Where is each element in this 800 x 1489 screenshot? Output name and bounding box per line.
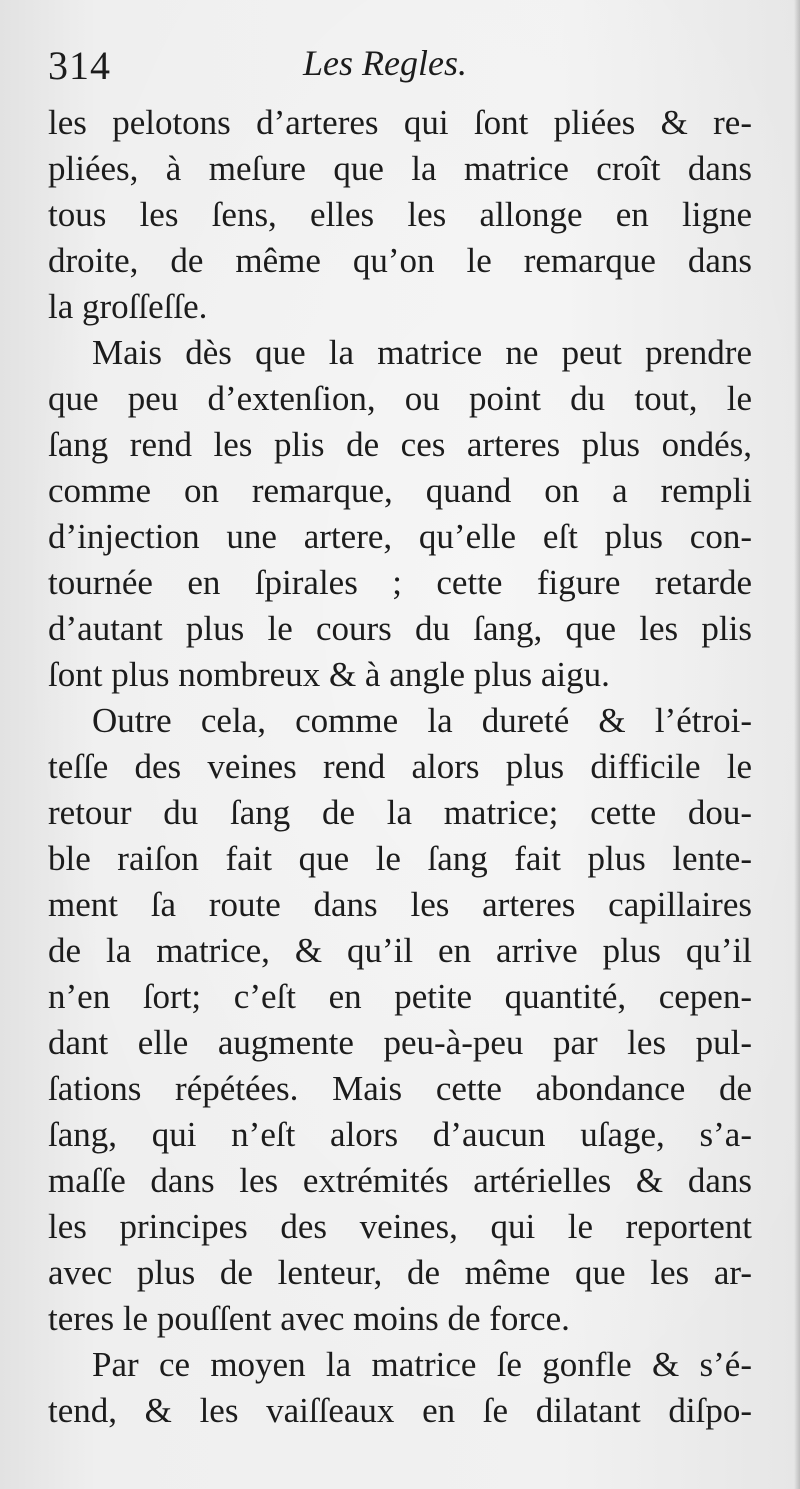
text-line: les pelotons d’arteres qui ſont pliées & re-	[48, 103, 752, 142]
text-line: ſang rend les plis de ces arteres plus ondés,	[48, 425, 752, 464]
text-line: ment ſa route dans les arteres capillaires	[48, 885, 752, 924]
text-line: teſſe des veines rend alors plus difficile le	[48, 747, 752, 786]
text-line: Mais dès que la matrice ne peut prendre	[92, 333, 752, 372]
text-line: ſang, qui n’eſt alors d’aucun uſage, s’a-	[48, 1115, 752, 1154]
text-line: d’autant plus le cours du ſang, que les plis	[48, 609, 752, 648]
page-header	[48, 38, 752, 98]
text-line: retour du ſang de la matrice; cette dou-	[48, 793, 752, 832]
page-edge-shadow	[794, 0, 800, 1489]
text-line: Par ce moyen la matrice ſe gonfle & s’é-	[92, 1345, 752, 1384]
text-line: ſations répétées. Mais cette abondance de	[48, 1069, 752, 1108]
text-line: que peu d’extenſion, ou point du tout, le	[48, 379, 752, 418]
text-line: n’en ſort; c’eſt en petite quantité, cepen-	[48, 977, 752, 1016]
text-line: ble raiſon fait que le ſang fait plus lente-	[48, 839, 752, 878]
text-line: les principes des veines, qui le reportent	[48, 1207, 752, 1246]
page-number: 314	[48, 43, 111, 88]
paragraph-2	[48, 330, 752, 698]
text-line: pliées, à meſure que la matrice croît dans	[48, 149, 752, 188]
paragraph-4	[48, 1342, 752, 1434]
text-line: tous les ſens, elles les allonge en ligne	[48, 195, 752, 234]
text-line: maſſe dans les extrémités artérielles & dans	[48, 1161, 752, 1200]
text-line: Outre cela, comme la dureté & l’étroi-	[92, 701, 752, 740]
text-line: de la matrice, & qu’il en arrive plus qu’il	[48, 931, 752, 970]
text-line: dant elle augmente peu-à-peu par les pul-	[48, 1023, 752, 1062]
text-line: tend, & les vaiſſeaux en ſe dilatant diſpo-	[48, 1391, 752, 1430]
text-line: avec plus de lenteur, de même que les ar-	[48, 1253, 752, 1292]
body-text	[48, 100, 752, 1434]
text-line: d’injection une artere, qu’elle eſt plus con-	[48, 517, 752, 556]
text-line: teres le pouſſent avec moins de force.	[48, 1299, 570, 1338]
text-line: tournée en ſpirales ; cette figure retarde	[48, 563, 752, 602]
text-line: comme on remarque, quand on a rempli	[48, 471, 752, 510]
text-line: ſont plus nombreux & à angle plus aigu.	[48, 655, 610, 694]
text-line: droite, de même qu’on le remarque dans	[48, 241, 752, 280]
text-line: la groſſeſſe.	[48, 287, 208, 326]
running-head: Les Regles.	[303, 43, 467, 83]
paragraph-3	[48, 698, 752, 1342]
paragraph-1	[48, 100, 752, 330]
